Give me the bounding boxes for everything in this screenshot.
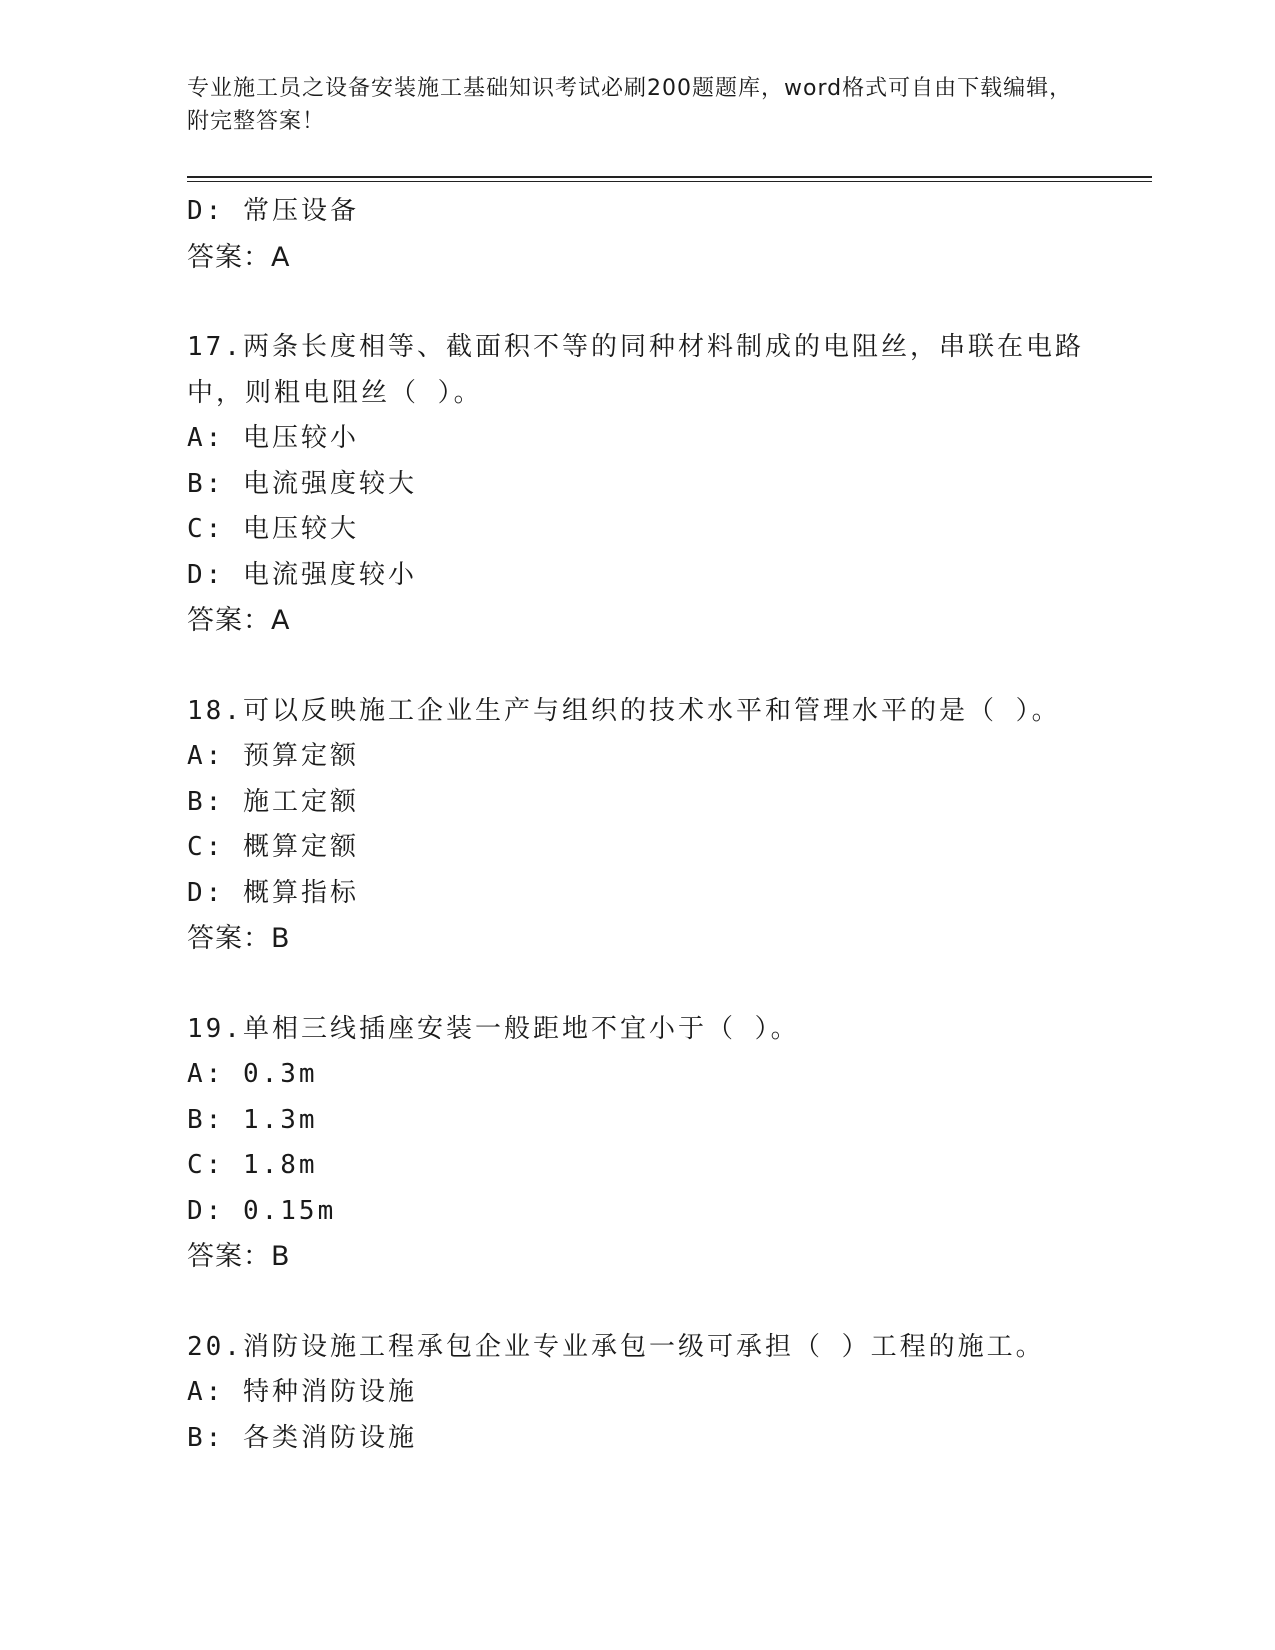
question-18 [187,689,1107,962]
question-list [187,189,1107,1461]
option-a: A: 0.3m [187,1059,318,1089]
answer: 答案：A [187,605,291,636]
document-header: 专业施工员之设备安装施工基础知识考试必刷200题题库，word格式可自由下载编辑，附完整答案！ [187,76,1073,134]
option-d: D: 0.15m [187,1195,337,1226]
option-b: B: 各类消防设施 [187,1422,417,1453]
option-c: C: 1.8m [187,1150,318,1180]
option-b: B: 1.3m [187,1104,318,1135]
question-19 [187,1007,1107,1280]
question-stem: 20.消防设施工程承包企业专业承包一级可承担（ ）工程的施工。 [187,1331,1045,1362]
header-divider-thin [187,181,1152,182]
option-b: B: 施工定额 [187,786,359,817]
header-divider [187,176,1152,178]
option-a: A: 特种消防设施 [187,1377,417,1407]
option-a: A: 预算定额 [187,741,359,771]
option-c: C: 概算定额 [187,832,359,862]
prev-answer: 答案：A [187,241,291,273]
option-c: C: 电压较大 [187,514,359,544]
option-d: D: 电流强度较小 [187,559,417,590]
question-17 [187,325,1107,644]
prev-option-d: D: 常压设备 [187,196,359,226]
question-stem: 19.单相三线插座安装一般距地不宜小于（ ）。 [187,1013,800,1044]
answer: 答案：B [187,923,291,954]
option-a: A: 电压较小 [187,423,359,453]
answer: 答案：B [187,1241,291,1272]
option-d: D: 概算指标 [187,877,359,908]
question-20 [187,1325,1107,1462]
question-stem: 18.可以反映施工企业生产与组织的技术水平和管理水平的是（ ）。 [187,695,1061,726]
question-stem: 17.两条长度相等、截面积不等的同种材料制成的电阻丝，串联在电路中，则粗电阻丝（ ）。 [187,332,1084,408]
option-b: B: 电流强度较大 [187,468,417,499]
